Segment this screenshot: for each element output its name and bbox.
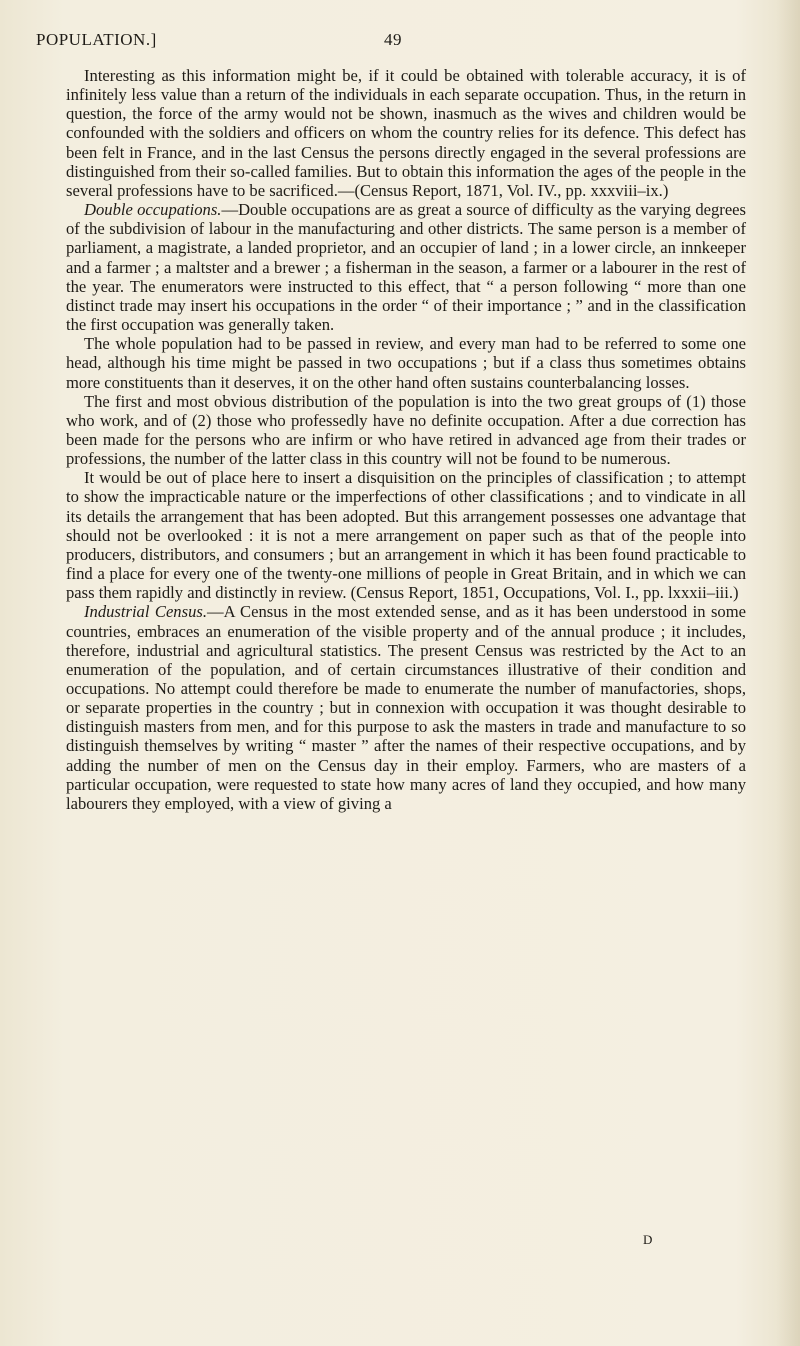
paragraph-lead: Industrial Census. (84, 602, 207, 622)
signature-mark: D (643, 1232, 654, 1247)
page-number: 49 (384, 30, 402, 49)
paragraph (66, 392, 746, 469)
paragraph-text: —A Census in the most extended sense, and as it has been understood in some countries, embraces an enumeration of the visible property and of the annual produce ; it includes, therefore, industrial and agricultural statistics. The present Census was restricted by the Act to an enumeration of the population, and of certain circumstances illustrative of their condition and occupations. No attempt could therefore be made to enumerate the number of manufactories, shops, or separate properties in the country ; but in connexion with occupation it was thought desirable to distinguish masters from men, and for this purpose to ask the masters in trade and manufacture to so distinguish themselves by writing “ master ” after the names of their respective occupations, and by adding the number of men on the Census day in their employ. Farmers, who are masters of a particular occupation, were requested to state how many acres of land they occupied, and how many labourers they employed, with a view of giving a (66, 602, 746, 813)
page-edge-shadow (776, 0, 800, 1346)
paragraph-text: —Double occupations are as great a source of difficulty as the varying degrees of the subdivision of labour in the manufacturing and other districts. The same person is a member of parliament, a magistrate, a landed proprietor, and an occupier of land ; in a lower circle, an innkeeper and a farmer ; a maltster and a brewer ; a fisherman in the season, a farmer or a labourer in the rest of the year. The enumerators were instructed to this effect, that “ a person following “ more than one distinct trade may insert his occupations in the order “ of their importance ; ” and in the classification the first occupation was generally taken. (66, 200, 747, 335)
paragraph-text: Interesting as this information might be, if it could be obtained with tolerable accuracy, it is of infinitely less value than a return of the individuals in each separate occupation. Thus, in the return in question, the force of the army would not be shown, inasmuch as the wives and children would be confounded with the soldiers and officers on whom the country relies for its defence. This defect has been felt in France, and in the last Census the persons directly engaged in the several professions are distinguished from their so-called families. But to obtain this information the ages of the people in the several professions have to be sacrificed.—(Census Report, 1871, Vol. IV., pp. xxxviii–ix.) (66, 66, 746, 200)
paragraph (66, 66, 746, 200)
running-head: POPULATION.] (36, 30, 157, 49)
paragraph (66, 334, 746, 391)
paragraph (66, 468, 746, 602)
paragraph (66, 200, 746, 334)
paragraph (66, 602, 746, 813)
page-header (36, 30, 726, 56)
paragraph-lead: Double occupations. (84, 200, 222, 220)
paragraph-text: The first and most obvious distribution of the population is into the two great groups of (1) those who work, and of (2) those who professedly have no definite occupation. After a due correction has been made for the persons who are infirm or who have retired in advanced age from their trades or professions, the number of the latter class in this country will not be found to be numerous. (66, 391, 746, 469)
paragraph-text: The whole population had to be passed in review, and every man had to be referred to some one head, although his time might be passed in two occupations ; but if a class thus sometimes obtains more constituents than it deserves, it on the other hand often sustains counterbalancing losses. (66, 334, 746, 392)
body-text (66, 66, 746, 813)
paragraph-text: It would be out of place here to insert a disquisition on the principles of classification ; to attempt to show the impracticable nature or the imperfections of other classifications ; and to vindicate in all its details the arrangement that has been adopted. But this arrangement possesses one advantage that should not be overlooked : it is not a mere arrangement on paper such as that of the people into producers, distributors, and consumers ; but an arrangement in which it has been found practicable to find a place for every one of the twenty-one millions of people in Great Britain, and in which we can pass them rapidly and distinctly in review. (Census Report, 1851, Occupations, Vol. I., pp. lxxxii–iii.) (66, 468, 746, 603)
